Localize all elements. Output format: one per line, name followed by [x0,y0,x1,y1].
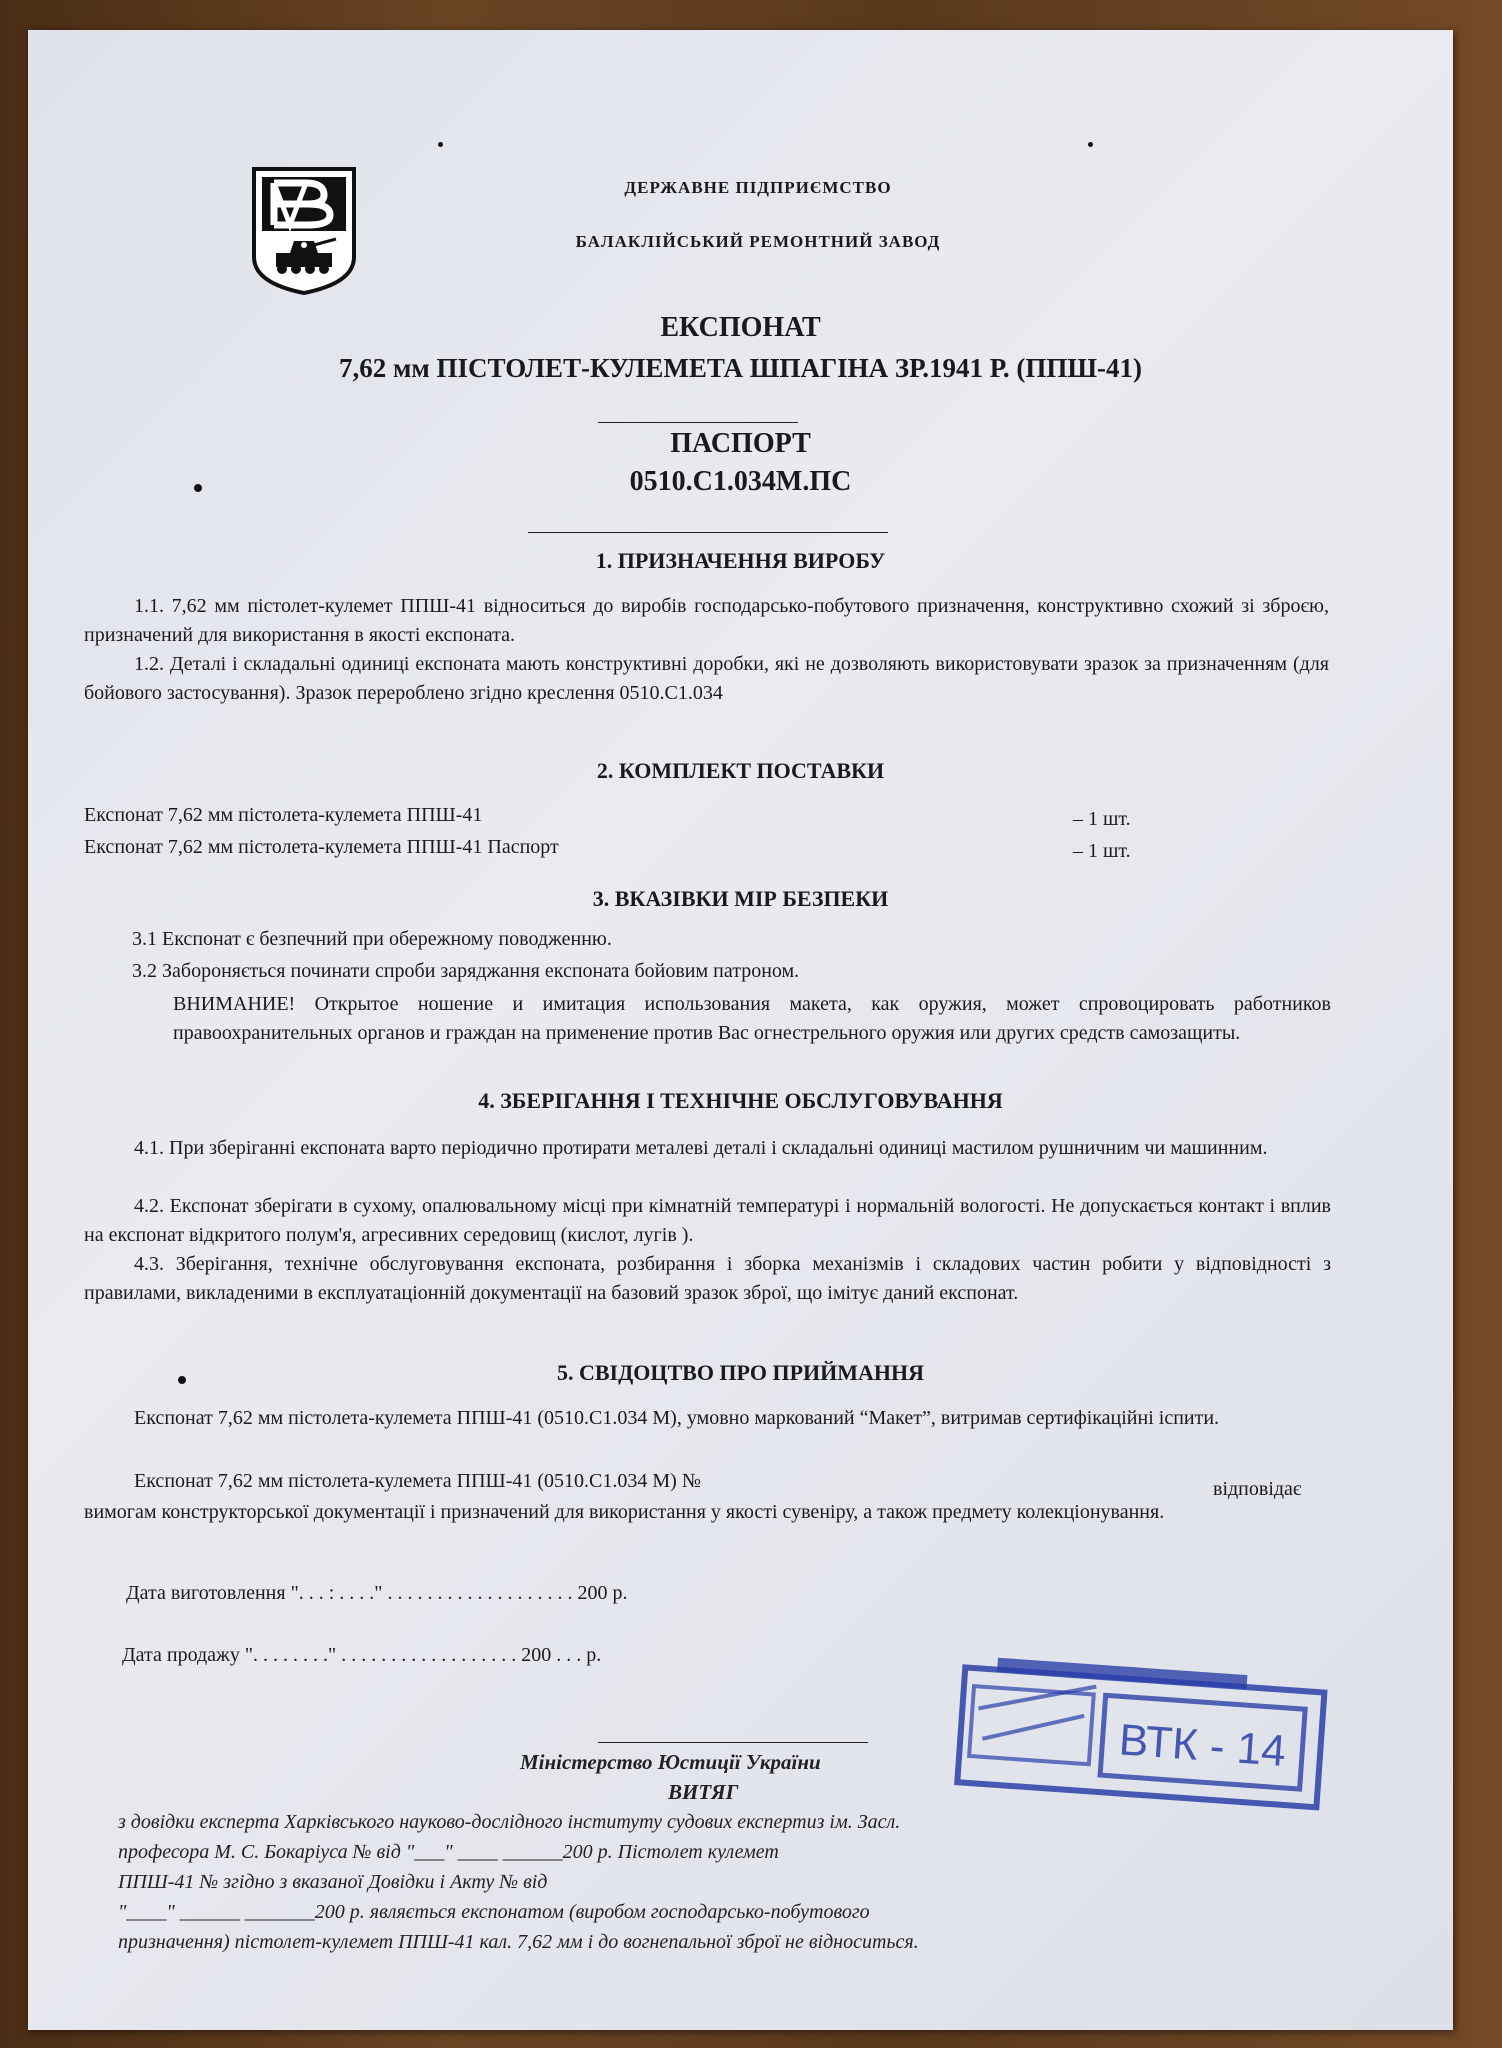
section5-heading: 5. СВІДОЦТВО ПРО ПРИЙМАННЯ [556,1360,925,1385]
manufacture-date: Дата виготовлення ". . . : . . . ." . . . . . . . . . . . . . . . . . . . 200 р. [126,1582,628,1604]
section5-para2-cont: вимогам конструкторської документації і призначений для використання у якості сувеніру, а також предмету колекціонування. [84,1501,1165,1523]
extract-title: ВИТЯГ [668,1780,739,1804]
extract-line4: "____" ______ _______200 р. являється експонатом (виробом господарсько-побутового [118,1901,870,1923]
passport-title: ПАСПОРТ [670,428,811,459]
section4-para1: 4.1. При зберіганні експоната варто періодично протирати металеві деталі і складальні одиниці мастилом рушничним чи машинним. [134,1137,1268,1159]
sale-date: Дата продажу ". . . . . . . ." . . . . . . . . . . . . . . . . . . 200 . . . р. [122,1644,602,1666]
section4-heading: 4. ЗБЕРІГАННЯ І ТЕХНІЧНЕ ОБСЛУГОВУВАННЯ [478,1088,1003,1113]
section3-para2: 3.2 Забороняється починати спроби заряджання експоната бойовим патроном. [132,960,800,982]
punch-mark [1088,142,1093,147]
extract-line2: професора М. С. Бокаріуса № від "___" ____ ______200 р. Пістолет кулемет [118,1841,779,1863]
section1-para1: 1.1. 7,62 мм пістолет-кулемет ППШ-41 відноситься до виробів господарсько-побутового призначення, конструктивно схожий зі зброєю, призначений для використання в якості експоната. [84,595,1329,646]
delivery-item-name: Експонат 7,62 мм пістолета-кулемета ППШ-41 [84,804,483,826]
section5-para2-end: відповідає [1213,1478,1302,1500]
divider [598,422,798,423]
ministry-name: Міністерство Юстиції України [520,1750,821,1774]
delivery-item-qty: – 1 шт. [1073,808,1131,830]
extract-line5: призначення) пістолет-кулемет ППШ-41 кал. 7,62 мм і до вогнепальної зброї не відноситься. [118,1931,919,1953]
section4-para2: 4.2. Експонат зберігати в сухому, опалювальному місці при кімнатній температурі і нормальній вологості. Не допускається контакт і вплив на експонат відкритого полум'я, агресивних середовищ (кислот, лугів ). [84,1195,1331,1246]
delivery-item-qty: – 1 шт. [1073,840,1131,862]
divider [528,532,888,533]
document-page [28,30,1453,2030]
section4-para3: 4.3. Зберігання, технічне обслуговування експоната, розбирання і зборка механізмів і складових частин робити у відповідності з правилами, викладеними в експлуатаціонній документації на базовий зразок зброї, що імітує даний експонат. [84,1253,1331,1304]
org-name-line2: БАЛАКЛІЙСЬКИЙ РЕМОНТНИЙ ЗАВОД [575,232,941,251]
passport-code: 0510.С1.034М.ПС [629,466,852,497]
factory-logo [250,165,358,295]
section3-heading: 3. ВКАЗІВКИ МІР БЕЗПЕКИ [592,886,889,911]
section1-para2: 1.2. Деталі і складальні одиниці експоната мають конструктивні доробки, які не дозволяють використовувати зразок за призначенням (для бойового застосування). Зразок перероблено згідно креслення 0510.С1.034 [84,653,1329,704]
doc-subtitle: 7,62 мм ПІСТОЛЕТ-КУЛЕМЕТА ШПАГІНА ЗР.1941 Р. (ППШ-41) [339,353,1142,383]
org-name-line1: ДЕРЖАВНЕ ПІДПРИЄМСТВО [624,178,892,197]
section5-para2-start: Експонат 7,62 мм пістолета-кулемета ППШ-41 (0510.С1.034 М) № [134,1470,701,1492]
bullet-mark [194,484,202,492]
delivery-item-name: Експонат 7,62 мм пістолета-кулемета ППШ-41 Паспорт [84,836,559,858]
section3-para1: 3.1 Експонат є безпечний при обережному поводженню. [132,928,612,950]
divider [598,1742,868,1743]
section2-heading: 2. КОМПЛЕКТ ПОСТАВКИ [596,758,885,783]
extract-line3: ППШ-41 № згідно з вказаної Довідки і Акту № від [118,1871,548,1893]
punch-mark [438,142,443,147]
qc-stamp [948,1647,1338,1823]
extract-line1: з довідки експерта Харківського науково-дослідного інституту судових експертиз ім. Засл. [118,1811,901,1833]
doc-title: ЕКСПОНАТ [660,312,821,343]
section5-para1: Експонат 7,62 мм пістолета-кулемета ППШ-41 (0510.С1.034 М), умовно маркований “Макет”, витримав сертифікаційні іспити. [134,1407,1220,1429]
warning-text: ВНИМАНИЕ! Открытое ношение и имитация использования макета, как оружия, может спровоцировать работников правоохранительных органов и граждан на применение против Вас огнестрельного оружия или других средств самозащиты. [173,993,1331,1044]
stamp-text: ВТК - 14 [1117,1715,1288,1776]
section1-heading: 1. ПРИЗНАЧЕННЯ ВИРОБУ [595,548,886,573]
